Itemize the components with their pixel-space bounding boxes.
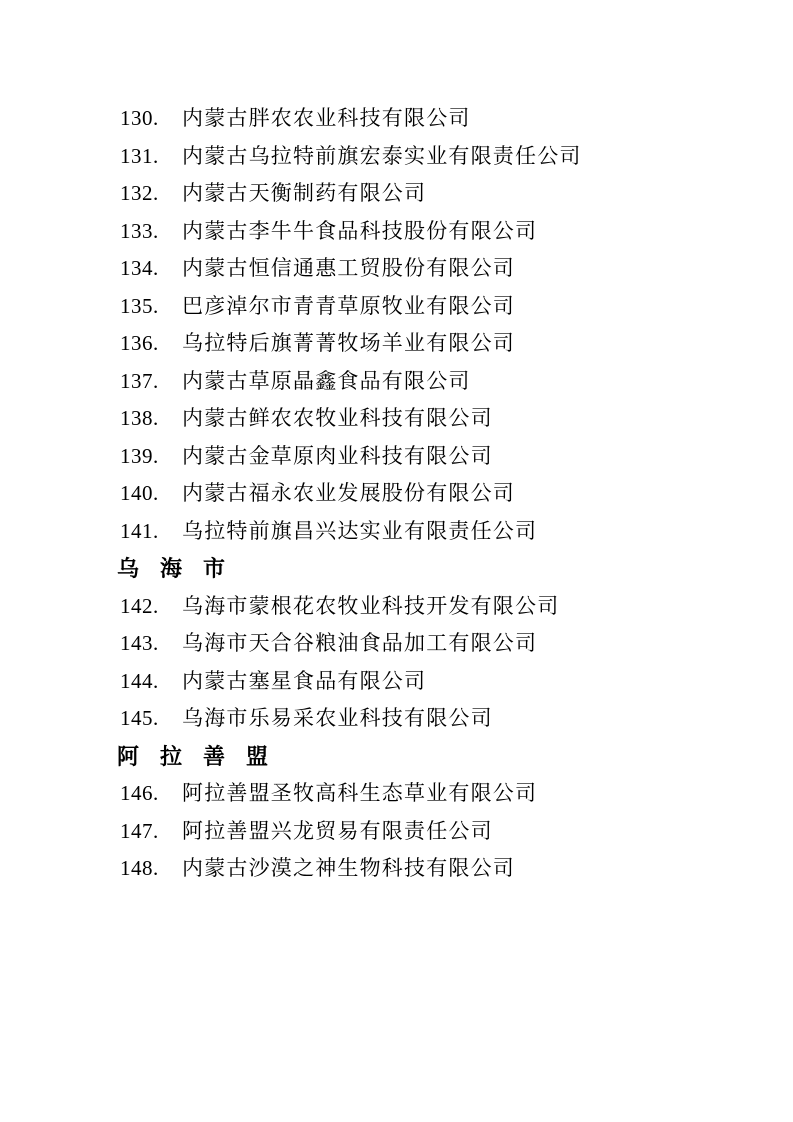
company-name: 阿拉善盟圣牧高科生态草业有限公司 xyxy=(182,781,538,805)
list-item xyxy=(120,588,763,626)
company-name: 内蒙古鲜农农牧业科技有限公司 xyxy=(182,406,493,430)
item-number: 143. xyxy=(120,631,159,655)
company-name: 乌海市天合谷粮油食品加工有限公司 xyxy=(182,631,538,655)
item-number: 135. xyxy=(120,293,159,318)
region-header: 乌海市 xyxy=(117,556,247,581)
item-number: 142. xyxy=(120,593,159,618)
company-name: 阿拉善盟兴龙贸易有限责任公司 xyxy=(182,818,493,843)
company-name: 内蒙古金草原肉业科技有限公司 xyxy=(182,443,493,468)
list-item xyxy=(120,363,763,401)
company-name: 内蒙古塞星食品有限公司 xyxy=(182,668,427,693)
list-item xyxy=(120,475,763,513)
list-item xyxy=(120,400,763,438)
list-item xyxy=(120,138,763,176)
company-name: 内蒙古乌拉特前旗宏泰实业有限责任公司 xyxy=(182,143,582,168)
list-item xyxy=(120,325,763,363)
company-name: 内蒙古恒信通惠工贸股份有限公司 xyxy=(182,256,515,280)
company-name: 内蒙古天衡制药有限公司 xyxy=(182,181,427,205)
company-name: 内蒙古草原晶鑫食品有限公司 xyxy=(182,368,471,393)
company-name: 内蒙古福永农业发展股份有限公司 xyxy=(182,481,515,505)
company-name: 乌拉特后旗菁菁牧场羊业有限公司 xyxy=(182,331,515,355)
list-item xyxy=(120,288,763,326)
company-name: 内蒙古胖农农业科技有限公司 xyxy=(182,106,471,130)
item-number: 130. xyxy=(120,106,159,130)
item-number: 138. xyxy=(120,406,159,430)
item-number: 137. xyxy=(120,368,159,393)
item-number: 140. xyxy=(120,481,159,505)
item-number: 148. xyxy=(120,856,159,880)
item-number: 139. xyxy=(120,443,159,468)
list-item xyxy=(120,175,763,213)
item-number: 133. xyxy=(120,218,159,243)
company-name: 内蒙古李牛牛食品科技股份有限公司 xyxy=(182,218,538,243)
item-number: 136. xyxy=(120,331,159,355)
item-number: 145. xyxy=(120,706,159,730)
list-item xyxy=(120,700,763,738)
company-name: 乌海市乐易采农业科技有限公司 xyxy=(182,706,493,730)
company-name: 巴彦淖尔市青青草原牧业有限公司 xyxy=(182,293,515,318)
company-name: 乌海市蒙根花农牧业科技开发有限公司 xyxy=(182,593,560,618)
region-header: 阿拉善盟 xyxy=(117,743,290,769)
item-number: 132. xyxy=(120,181,159,205)
list-item xyxy=(120,438,763,476)
list-item xyxy=(120,250,763,288)
item-number: 146. xyxy=(120,781,159,805)
list-item xyxy=(120,850,763,888)
item-number: 147. xyxy=(120,818,159,843)
list-item xyxy=(120,513,763,551)
item-number: 131. xyxy=(120,143,159,168)
list-item xyxy=(120,775,763,813)
list-item xyxy=(120,663,763,701)
list-item xyxy=(120,213,763,251)
item-number: 141. xyxy=(120,518,159,543)
company-name: 内蒙古沙漠之神生物科技有限公司 xyxy=(182,856,515,880)
item-number: 134. xyxy=(120,256,159,280)
list-item xyxy=(120,100,763,138)
list-item xyxy=(120,625,763,663)
company-name: 乌拉特前旗昌兴达实业有限责任公司 xyxy=(182,518,538,543)
item-number: 144. xyxy=(120,668,159,693)
list-item xyxy=(120,813,763,851)
company-list xyxy=(117,100,763,888)
